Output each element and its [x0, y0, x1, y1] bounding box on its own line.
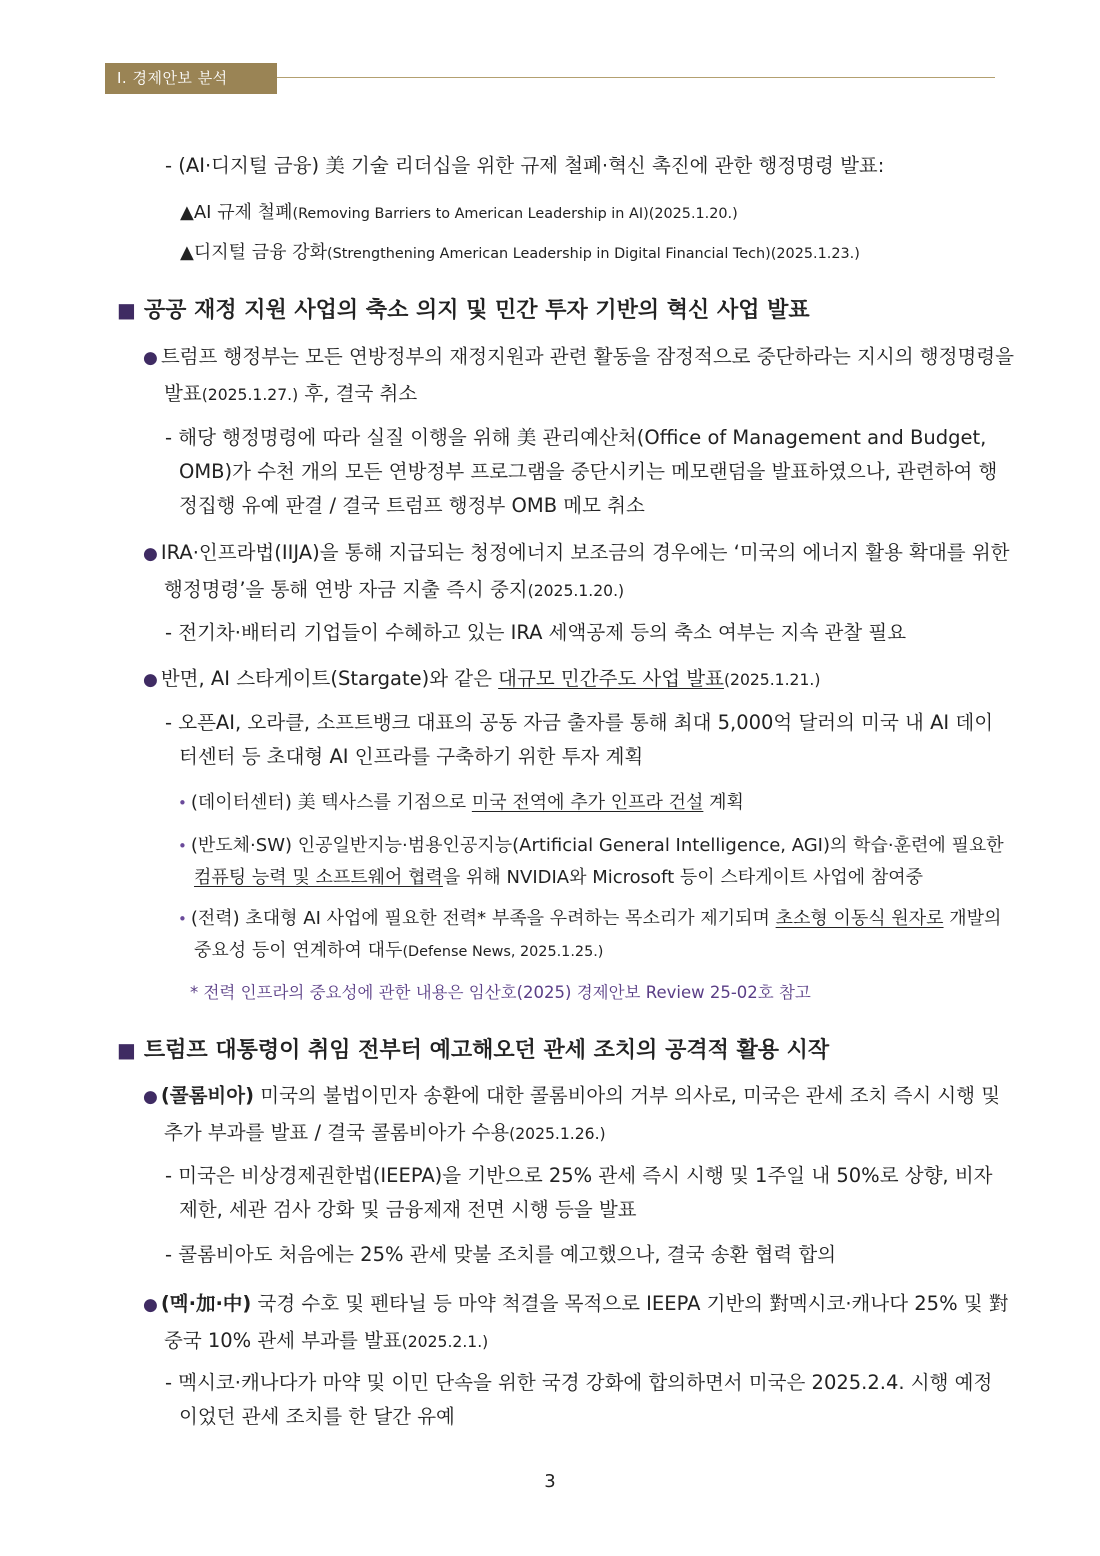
- triangle-marker: ▲: [180, 242, 194, 263]
- item-text: (AI·디지털 금융) 美 기술 리더십을 위한 규제 철폐·혁신 촉진에 관한 행정명령 발표:: [178, 154, 885, 177]
- item-text: 오픈AI, 오라클, 소프트뱅크 대표의 공동 자금 출자를 통해 최대 5,000억 달러의 미국 내 AI 데이터센터 등 초대형 AI 인프라를 구축하기 위한 투자 계획: [178, 711, 994, 768]
- item-text: 디지털 금융 강화: [193, 242, 328, 263]
- sub-ira-credit: [165, 616, 1009, 650]
- dash-marker: -: [165, 1243, 173, 1266]
- bullet-mexico-canada-china: [143, 1286, 1016, 1360]
- underlined-text: 미국 전역에 추가 인프라 건설: [471, 792, 704, 813]
- page-number: 3: [544, 1471, 556, 1492]
- dot-marker: •: [178, 837, 187, 855]
- item-text: 미국은 비상경제권한법(IEEPA)을 기반으로 25% 관세 즉시 시행 및 1주일 내 50%로 상향, 비자 제한, 세관 검사 강화 및 금융제재 전면 시행 등을 발표: [178, 1164, 993, 1221]
- bullet-marker: ●: [143, 348, 158, 368]
- bullet-funding-freeze: [143, 339, 1016, 413]
- item-detail: (Strengthening American Leadership in Digital Financial Tech)(2025.1.23.): [327, 246, 860, 262]
- dash-marker: -: [165, 426, 173, 449]
- sub-tariff-delay: [165, 1366, 1009, 1434]
- dot-marker: •: [178, 910, 187, 928]
- bullet-text-end: 후, 결국 취소: [298, 382, 418, 405]
- section-heading-tariff: [117, 1035, 995, 1066]
- bullet-marker: ●: [143, 544, 158, 564]
- dot-semiconductor: [178, 830, 1011, 893]
- item-text: 해당 행정명령에 따라 실질 이행을 위해 美 관리예산처(Office of Management and Budget, OMB)가 수천 개의 모든 연방정부 프로그램을 중단시키는 메모랜덤을 발표하였으나, 관련하여 행정집행 유예 판결 / 결국 트럼프 행정부 OMB 메모 취소: [178, 426, 998, 517]
- item-text: (데이터센터) 美 텍사스를 기점으로: [190, 792, 472, 813]
- item-text: 전기차·배터리 기업들이 수혜하고 있는 IRA 세액공제 등의 축소 여부는 지속 관찰 필요: [178, 621, 907, 644]
- sub-stargate-plan: [165, 706, 1009, 774]
- bullet-marker: ●: [143, 670, 158, 690]
- header-rule: [277, 77, 995, 78]
- section-heading-fiscal: [117, 295, 995, 326]
- digital-finance-item: [180, 239, 995, 268]
- bullet-clean-energy: [143, 535, 1016, 609]
- underlined-text: 대규모 민간주도 사업 발표: [498, 667, 724, 690]
- bullet-text: IRA·인프라법(IIJA)을 통해 지급되는 청정에너지 보조금의 경우에는 ‘미국의 에너지 활용 확대를 위한 행정명령’을 통해 연방 자금 지출 즉시 중지: [160, 541, 1010, 601]
- bullet-stargate: [143, 661, 1016, 698]
- item-text: AI 규제 철폐: [193, 202, 293, 223]
- item-text-end: 을 위해 NVIDIA와 Microsoft 등이 스타게이트 사업에 참여중: [442, 867, 924, 888]
- sub-ieepa: [165, 1159, 1009, 1227]
- item-text: 멕시코·캐나다가 마약 및 이민 단속을 위한 국경 강화에 합의하면서 미국은 2025.2.4. 시행 예정이었던 관세 조치를 한 달간 유예: [178, 1371, 993, 1428]
- dash-marker: -: [165, 711, 173, 734]
- heading-text: 트럼프 대통령이 취임 전부터 예고해오던 관세 조치의 공격적 활용 시작: [143, 1038, 830, 1063]
- square-marker: ■: [117, 298, 136, 322]
- triangle-marker: ▲: [180, 202, 194, 223]
- item-text: (전력) 초대형 AI 사업에 필요한 전력* 부족을 우려하는 목소리가 제기되며: [190, 908, 776, 929]
- footnote-power: * 전력 인프라의 중요성에 관한 내용은 임산호(2025) 경제안보 Review 25-02호 참고: [190, 983, 811, 1002]
- bullet-marker: ●: [143, 1295, 158, 1315]
- item-text: 콜롬비아도 처음에는 25% 관세 맞불 조치를 예고했으나, 결국 송환 협력 합의: [178, 1243, 837, 1266]
- bullet-marker: ●: [143, 1087, 158, 1107]
- heading-text: 공공 재정 지원 사업의 축소 의지 및 민간 투자 기반의 혁신 사업 발표: [143, 298, 810, 323]
- dot-power: [178, 903, 1011, 968]
- bullet-label: (멕·加·中): [160, 1292, 252, 1315]
- bullet-text: 국경 수호 및 펜타닐 등 마약 척결을 목적으로 IEEPA 기반의 對멕시코·캐나다 25% 및 對중국 10% 관세 부과를 발표: [164, 1292, 1009, 1352]
- date-text: (2025.1.20.): [527, 582, 625, 600]
- source-text: (Defense News, 2025.1.25.): [402, 944, 604, 960]
- section-label: Ⅰ. 경제안보 분석: [105, 63, 277, 94]
- bullet-colombia: [143, 1078, 1016, 1152]
- dot-marker: •: [178, 794, 187, 812]
- dash-marker: -: [165, 154, 173, 177]
- ai-regulation-item: [180, 199, 995, 228]
- underlined-text: 초소형 이동식 원자로: [775, 908, 944, 929]
- dash-marker: -: [165, 621, 173, 644]
- dash-marker: -: [165, 1371, 173, 1394]
- item-detail: (Removing Barriers to American Leadership in AI)(2025.1.20.): [292, 206, 738, 222]
- date-text: (2025.1.21.): [723, 671, 821, 689]
- ai-finance-item: [165, 149, 1009, 183]
- item-text-end: 개발의 중요성 등이 연계하여 대두: [194, 908, 1002, 961]
- date-text: (2025.1.27.): [201, 386, 299, 404]
- item-text-end: 계획: [703, 792, 744, 813]
- underlined-text: 컴퓨팅 능력 및 소프트웨어 협력: [194, 867, 443, 888]
- bullet-text: 미국의 불법이민자 송환에 대한 콜롬비아의 거부 의사로, 미국은 관세 조치 즉시 시행 및 추가 부과를 발표 / 결국 콜롬비아가 수용: [164, 1084, 1001, 1144]
- dash-marker: -: [165, 1164, 173, 1187]
- item-text: (반도체·SW) 인공일반지능·범용인공지능(Artificial General Intelligence, AGI)의 학습·훈련에 필요한: [190, 835, 1004, 856]
- dot-datacenter: [178, 787, 1011, 819]
- sub-colombia-response: [165, 1238, 1009, 1272]
- bullet-label: (콜롬비아): [160, 1084, 255, 1107]
- sub-omb-memo: [165, 421, 1009, 523]
- date-text: (2025.1.26.): [509, 1125, 606, 1143]
- bullet-text: 반면, AI 스타게이트(Stargate)와 같은: [160, 667, 499, 690]
- square-marker: ■: [117, 1038, 136, 1062]
- date-text: (2025.2.1.): [401, 1333, 489, 1351]
- bullet-text: 트럼프 행정부는 모든 연방정부의 재정지원과 관련 활동을 잠정적으로 중단하라는 지시의 행정명령을 발표: [160, 345, 1014, 405]
